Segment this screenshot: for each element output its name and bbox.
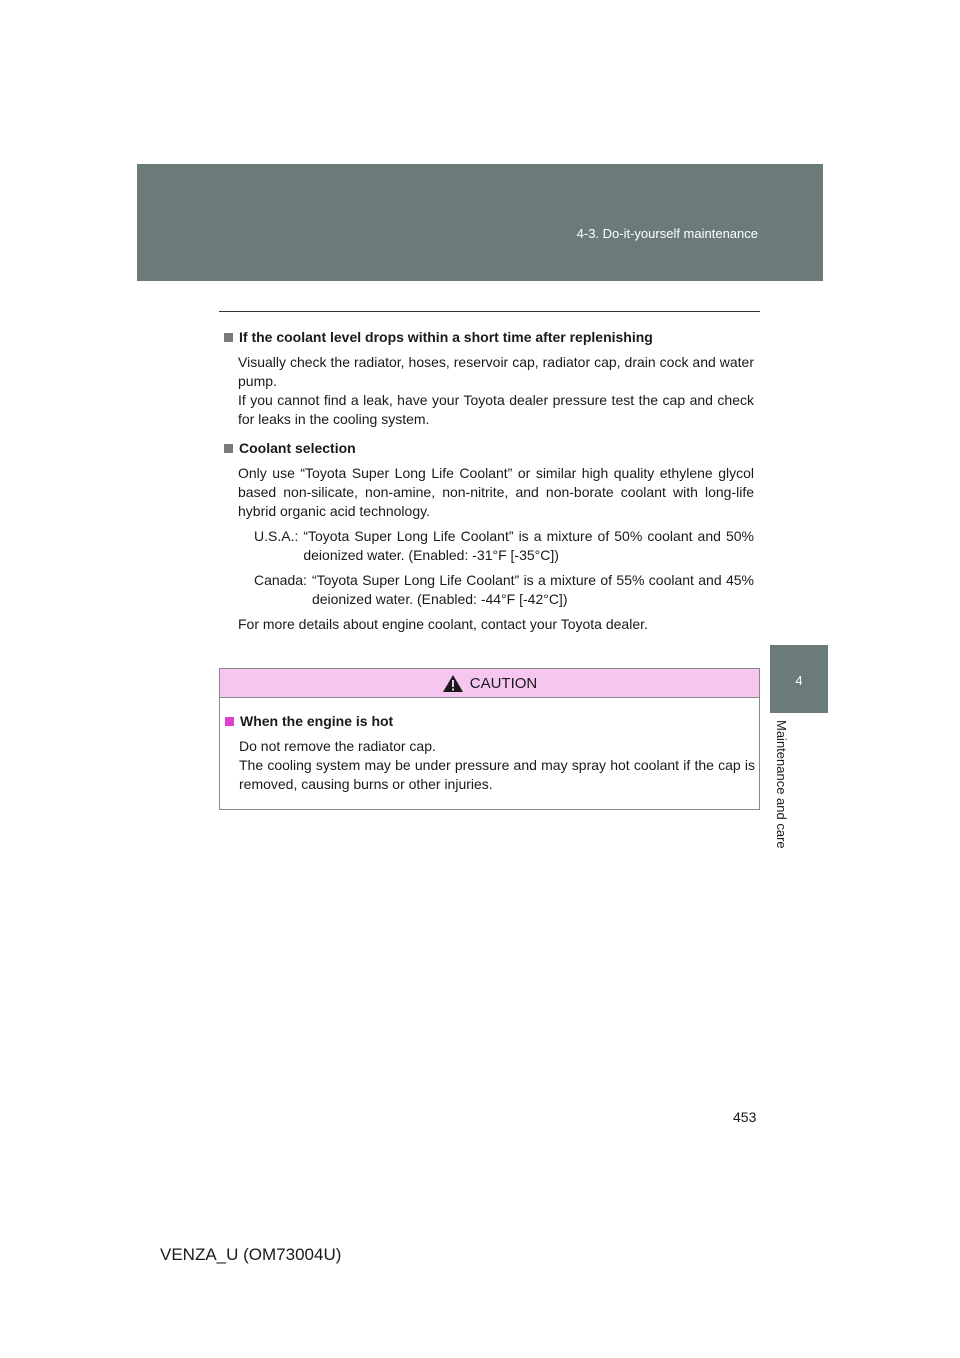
caution-heading: When the engine is hot xyxy=(223,712,755,731)
caution-content xyxy=(220,698,759,794)
section-heading-coolant-drop: If the coolant level drops within a short time after replenishing xyxy=(222,328,754,347)
section-title: 4-3. Do-it-yourself maintenance xyxy=(576,226,758,241)
square-bullet-icon xyxy=(224,333,233,342)
section-heading-coolant-selection: Coolant selection xyxy=(222,439,754,458)
caution-box xyxy=(219,668,760,810)
region-text: “Toyota Super Long Life Coolant” is a mixture of 55% coolant and 45% deionized water. (Enabled: -44°F [-42°C]) xyxy=(311,572,754,607)
region-item-usa xyxy=(222,527,754,565)
region-item-canada xyxy=(222,571,754,609)
caution-title: CAUTION xyxy=(469,674,538,692)
chapter-number: 4 xyxy=(795,673,803,688)
paragraph: The cooling system may be under pressure and may spray hot coolant if the cap is removed, causing burns or other injuries. xyxy=(239,757,755,792)
chapter-header-band xyxy=(137,164,823,281)
chapter-label: Maintenance and care xyxy=(774,720,789,849)
square-bullet-icon xyxy=(225,717,234,726)
top-divider xyxy=(219,311,760,312)
region-text: “Toyota Super Long Life Coolant” is a mixture of 50% coolant and 50% deionized water. (Enabled: -31°F [-35°C]) xyxy=(303,528,754,563)
paragraph: Do not remove the radiator cap. xyxy=(239,738,436,754)
page-number: 453 xyxy=(733,1109,757,1125)
chapter-tab xyxy=(770,645,828,713)
document-code: VENZA_U (OM73004U) xyxy=(160,1245,342,1264)
region-label: Canada: xyxy=(254,572,307,588)
chapter-label-vertical xyxy=(770,720,790,870)
warning-triangle-icon xyxy=(442,674,464,693)
paragraph: If you cannot find a leak, have your Toyota dealer pressure test the cap and check for leaks in the cooling system. xyxy=(238,392,754,427)
paragraph: Only use “Toyota Super Long Life Coolant” or similar high quality ethylene glycol based non-silicate, non-amine, non-nitrite, and non-borate coolant with long-life hybrid organic acid technology. xyxy=(238,465,754,519)
square-bullet-icon xyxy=(224,444,233,453)
paragraph: Visually check the radiator, hoses, reservoir cap, radiator cap, drain cock and water pump. xyxy=(238,354,754,389)
paragraph: For more details about engine coolant, contact your Toyota dealer. xyxy=(238,616,648,632)
region-label: U.S.A.: xyxy=(254,528,299,544)
caution-header xyxy=(220,669,759,698)
main-content xyxy=(222,328,754,634)
